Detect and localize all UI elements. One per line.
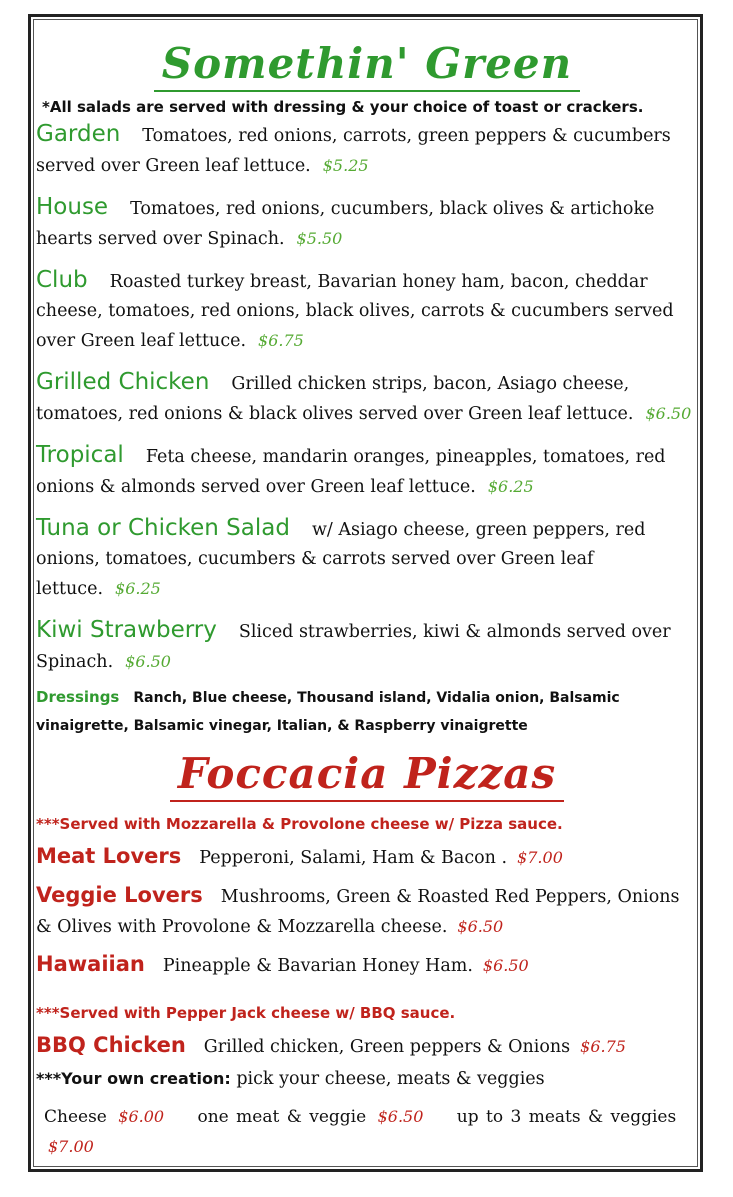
item-name: Tuna or Chicken Salad bbox=[36, 515, 290, 541]
menu-item-hawaiian bbox=[36, 950, 698, 981]
item-price: $6.50 bbox=[482, 956, 529, 975]
item-name: House bbox=[36, 194, 109, 220]
tier-price: $7.00 bbox=[48, 1137, 94, 1156]
item-description: Feta cheese, mandarin oranges, pineapples, tomatoes, red onions & almonds served over Green leaf lettuce. bbox=[36, 447, 666, 497]
item-description: Grilled chicken strips, bacon, Asiago cheese, tomatoes, red onions & black olives served over Green leaf lettuce. bbox=[36, 374, 634, 424]
menu-item-meat-lovers bbox=[36, 842, 698, 873]
item-description: Roasted turkey breast, Bavarian honey ham, bacon, cheddar cheese, tomatoes, red onions, black olives, carrots & cucumbers served over Green leaf lettuce. bbox=[36, 272, 674, 351]
menu-item-tropical bbox=[36, 441, 698, 502]
pizza-note-bbq: ***Served with Pepper Jack cheese w/ BBQ sauce. bbox=[36, 1004, 456, 1022]
pizza-section bbox=[36, 812, 698, 1162]
salad-list bbox=[36, 120, 698, 740]
tier-label: up to 3 meats & veggies bbox=[456, 1107, 677, 1127]
item-description: Sliced strawberries, kiwi & almonds served over Spinach. bbox=[36, 622, 671, 672]
own-creation-prices bbox=[44, 1102, 698, 1162]
item-price: $6.25 bbox=[487, 477, 534, 496]
dressings bbox=[36, 683, 698, 740]
salads-note: *All salads are served with dressing & your choice of toast or crackers. bbox=[42, 98, 644, 116]
menu-page bbox=[36, 22, 698, 1162]
item-name: Club bbox=[36, 267, 88, 293]
menu-item-tuna-or-chicken-salad bbox=[36, 514, 698, 604]
item-name: Hawaiian bbox=[36, 952, 145, 976]
salads-title bbox=[36, 40, 698, 92]
your-own-creation bbox=[36, 1064, 698, 1094]
own-creation-description: pick your cheese, meats & veggies bbox=[236, 1069, 545, 1089]
item-price: $5.50 bbox=[296, 229, 343, 248]
menu-item-garden bbox=[36, 120, 698, 181]
tier-price: $6.50 bbox=[377, 1107, 424, 1126]
item-description: Pepperoni, Salami, Ham & Bacon . bbox=[199, 848, 508, 868]
item-description: w/ Asiago cheese, green peppers, red onions, tomatoes, cucumbers & carrots served over Green leaf lettuce. bbox=[36, 520, 646, 599]
item-name: Kiwi Strawberry bbox=[36, 617, 217, 643]
item-price: $6.50 bbox=[645, 404, 692, 423]
tier-price: $6.00 bbox=[118, 1107, 165, 1126]
item-description: Pineapple & Bavarian Honey Ham. bbox=[162, 956, 473, 976]
item-name: Grilled Chicken bbox=[36, 369, 210, 395]
item-price: $6.75 bbox=[580, 1037, 626, 1056]
dressings-list: Ranch, Blue cheese, Thousand island, Vidalia onion, Balsamic vinaigrette, Balsamic vinegar, Italian, & Raspberry vinaigrette bbox=[36, 690, 620, 734]
dressings-label: Dressings bbox=[36, 688, 120, 706]
own-creation-label: ***Your own creation: bbox=[36, 1069, 231, 1088]
menu-item-kiwi-strawberry bbox=[36, 616, 698, 677]
item-description: Tomatoes, red onions, cucumbers, black olives & artichoke hearts served over Spinach. bbox=[36, 199, 655, 249]
item-name: Garden bbox=[36, 121, 121, 147]
pizza-note-standard: ***Served with Mozzarella & Provolone cheese w/ Pizza sauce. bbox=[36, 815, 563, 833]
pizzas-title-text: Foccacia Pizzas bbox=[170, 750, 564, 802]
item-price: $5.25 bbox=[322, 156, 369, 175]
tier-label: Cheese bbox=[44, 1107, 107, 1127]
menu-item-veggie-lovers bbox=[36, 881, 698, 942]
salads-title-text: Somethin' Green bbox=[154, 40, 580, 92]
tier-label: one meat & veggie bbox=[197, 1107, 367, 1127]
item-description: Mushrooms, Green & Roasted Red Peppers, Onions & Olives with Provolone & Mozzarella cheese. bbox=[36, 887, 680, 937]
item-description: Grilled chicken, Green peppers & Onions bbox=[203, 1037, 571, 1057]
item-name: Veggie Lovers bbox=[36, 883, 203, 907]
pizzas-title bbox=[36, 750, 698, 802]
menu-item-bbq-chicken bbox=[36, 1031, 698, 1062]
menu-item-club bbox=[36, 266, 698, 356]
item-name: Meat Lovers bbox=[36, 844, 182, 868]
item-price: $6.50 bbox=[457, 917, 504, 936]
menu-item-house bbox=[36, 193, 698, 254]
item-name: BBQ Chicken bbox=[36, 1033, 186, 1057]
item-price: $6.25 bbox=[115, 579, 161, 598]
item-name: Tropical bbox=[36, 442, 124, 468]
item-price: $6.75 bbox=[258, 331, 304, 350]
item-price: $6.50 bbox=[125, 652, 171, 671]
item-price: $7.00 bbox=[517, 848, 563, 867]
item-description: Tomatoes, red onions, carrots, green peppers & cucumbers served over Green leaf lettuce. bbox=[36, 126, 671, 176]
menu-item-grilled-chicken bbox=[36, 368, 698, 429]
